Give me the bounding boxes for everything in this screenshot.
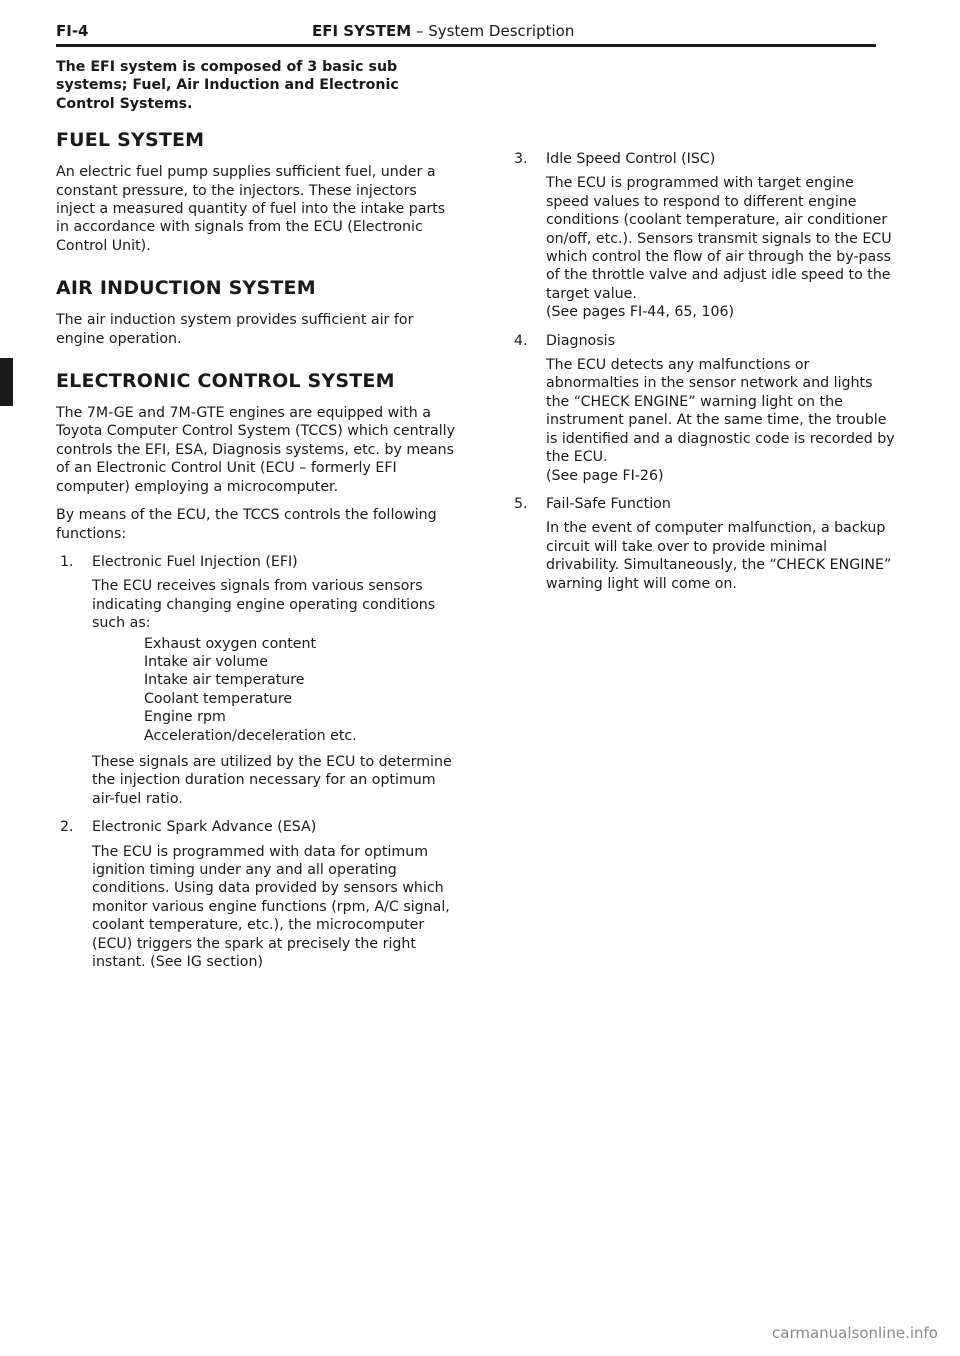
item-title: Fail-Safe Function <box>546 495 671 512</box>
item-title: Electronic Spark Advance (ESA) <box>92 819 317 836</box>
fuel-system-heading: FUEL SYSTEM <box>56 129 205 152</box>
left-column <box>56 58 460 981</box>
item-number: 1. <box>60 553 74 570</box>
item-body: In the event of computer malfunction, a backup circuit will take over to provide minimal drivability. Simultaneously, the “CHECK ENGINE” warning light will come on. <box>546 520 892 592</box>
section-tab-marker <box>0 358 13 406</box>
function-item-diagnosis <box>510 332 900 485</box>
air-induction-body: The air induction system provides sufficient air for engine operation. <box>56 312 414 347</box>
item-page-reference: (See pages FI-44, 65, 106) <box>546 304 735 321</box>
signal-item: Coolant temperature <box>144 690 293 707</box>
air-induction-heading: AIR INDUCTION SYSTEM <box>56 277 316 300</box>
signal-item: Exhaust oxygen content <box>144 635 317 652</box>
signal-item: Intake air temperature <box>144 672 305 689</box>
intro-paragraph: The EFI system is composed of 3 basic sub systems; Fuel, Air Induction and Electronic Control Systems. <box>56 59 399 112</box>
signal-list <box>92 635 460 745</box>
function-item-esa <box>56 818 460 971</box>
page-header <box>56 22 876 47</box>
page-number: FI-4 <box>56 22 89 40</box>
item-body: The ECU is programmed with data for optimum ignition timing under any and all operating conditions. Using data provided by sensors which monitor various engine functions (rpm, A/C signal, coolant temperature, etc.), the microcomputer (ECU) triggers the spark at precisely the right instant. (See IG section) <box>92 843 450 971</box>
section-title-sub: – System Description <box>411 22 575 40</box>
functions-intro: By means of the ECU, the TCCS controls the following functions: <box>56 507 437 542</box>
section-title-main: EFI SYSTEM <box>312 22 412 40</box>
fuel-system-body: An electric fuel pump supplies sufficient fuel, under a constant pressure, to the injectors. These injectors inject a measured quantity of fuel into the intake parts in accordance with signals from the ECU (Electronic Control Unit). <box>56 164 446 254</box>
item-page-reference: (See page FI-26) <box>546 467 664 484</box>
signal-item: Acceleration/deceleration etc. <box>144 727 357 744</box>
item-body: The ECU is programmed with target engine speed values to respond to different engine conditions (coolant temperature, air conditioner on/off, etc.). Sensors transmit signals to the ECU which control the flow of air through the by-pass of the throttle valve and adjust idle speed to the target value. <box>546 175 892 302</box>
function-item-isc <box>510 150 900 322</box>
electronic-control-heading: ELECTRONIC CONTROL SYSTEM <box>56 370 395 393</box>
item-number: 3. <box>514 151 528 167</box>
item-body: The ECU detects any malfunctions or abnormalties in the sensor network and lights the “CHECK ENGINE” warning light on the instrument panel. At the same time, the trouble is identified and a diagnostic code is recorded by the ECU. <box>546 357 895 466</box>
item-number: 2. <box>60 819 74 836</box>
item-number: 5. <box>514 495 528 512</box>
item-body-after: These signals are utilized by the ECU to determine the injection duration necessary for an optimum air-fuel ratio. <box>92 753 452 807</box>
watermark-text: carmanualsonline.info <box>772 1324 938 1342</box>
function-item-efi <box>56 553 460 808</box>
function-item-fail-safe <box>510 495 900 593</box>
signal-item: Intake air volume <box>144 653 268 670</box>
right-column <box>510 150 900 603</box>
item-title: Idle Speed Control (ISC) <box>546 151 716 167</box>
item-number: 4. <box>514 332 528 349</box>
item-title: Diagnosis <box>546 332 615 349</box>
item-body: The ECU receives signals from various sensors indicating changing engine operating conditions such as: <box>92 578 436 632</box>
section-title <box>312 22 574 40</box>
signal-item: Engine rpm <box>144 709 226 726</box>
item-title: Electronic Fuel Injection (EFI) <box>92 553 298 570</box>
electronic-control-body: The 7M-GE and 7M-GTE engines are equipped with a Toyota Computer Control System (TCCS) which centrally controls the EFI, ESA, Diagnosis systems, etc. by means of an Electronic Control Unit (ECU – formerly EFI computer) employing a microcomputer. <box>56 405 455 495</box>
